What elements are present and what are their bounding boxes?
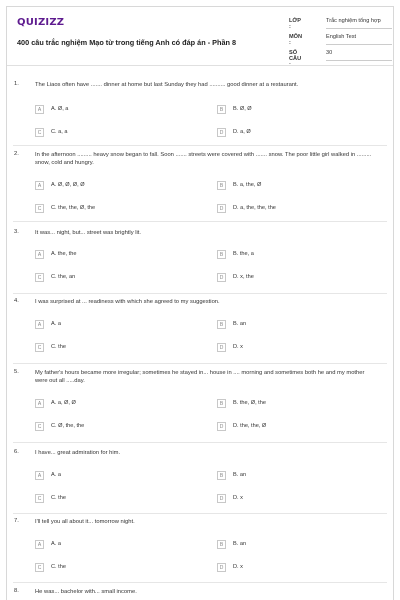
question-divider [13,293,387,294]
question-divider [13,513,387,514]
question-divider [13,582,387,583]
option-text: A. the, the [51,251,77,257]
question-text: I was surprised at ... readiness with which she agreed to my suggestion. [35,299,220,305]
option-b[interactable] [217,399,367,411]
option-text: C. the [51,344,66,350]
option-text: B. an [233,321,247,327]
meta-label: LỚP : [289,18,301,30]
question-number: 5. [14,369,19,375]
option-key: C [35,494,44,503]
question-text: I have... great admiration for him. [35,450,121,456]
question-number: 6. [14,449,19,455]
option-c[interactable] [35,128,185,140]
option-text: A. Ø, a [51,106,69,112]
quiz-page [6,6,394,600]
question-number: 8. [14,588,19,594]
option-key: B [217,181,226,190]
option-key: C [35,273,44,282]
meta-value: Trắc nghiệm tổng hợp [326,18,392,29]
option-text: B. an [233,472,247,478]
option-b[interactable] [217,250,367,262]
option-text: C. the, an [51,274,76,280]
option-text: D. the, the, Ø [233,423,267,429]
option-key: C [35,128,44,137]
question-divider [13,145,387,146]
option-key: A [35,250,44,259]
option-a[interactable] [35,320,185,332]
option-key: A [35,320,44,329]
option-key: C [35,204,44,213]
option-a[interactable] [35,181,185,193]
option-b[interactable] [217,181,367,193]
option-a[interactable] [35,540,185,552]
option-a[interactable] [35,399,185,411]
question-divider [13,442,387,443]
option-d[interactable] [217,128,367,140]
option-key: D [217,422,226,431]
option-text: A. a [51,541,61,547]
question-text: In the afternoon ......... heavy snow began to fall. Soon ....... streets were covered with ....... snow. The poor little girl walked in ......... snow, cold and hungry. [35,152,372,166]
page-title: 400 câu trắc nghiệm Mạo từ trong tiếng Anh có đáp án - Phần 8 [17,38,237,47]
option-key: D [217,204,226,213]
meta-label: MÔN : [289,34,303,46]
option-text: B. the, a [233,251,254,257]
option-text: B. a, the, Ø [233,182,262,188]
option-c[interactable] [35,343,185,355]
question-number: 1. [14,81,19,87]
option-key: A [35,105,44,114]
question-text: My father's hours became more irregular; sometimes he stayed in... house in .... morning and sometimes both he and my mother were out all .....day. [35,370,365,384]
option-b[interactable] [217,320,367,332]
option-key: D [217,494,226,503]
option-d[interactable] [217,422,367,434]
option-c[interactable] [35,494,185,506]
option-d[interactable] [217,563,367,575]
option-key: C [35,563,44,572]
question-divider [13,363,387,364]
option-key: C [35,343,44,352]
question-text: The Liaos often have ....... dinner at home but last Sunday they had .......... good dinner at a restaurant. [35,82,299,88]
option-b[interactable] [217,105,367,117]
header-divider [7,65,393,66]
option-text: C. Ø, the, the [51,423,85,429]
option-text: B. an [233,541,247,547]
option-text: C. a, a [51,129,68,135]
option-text: D. x [233,564,243,570]
question-text: He was... bachelor with... small income. [35,589,137,595]
option-text: C. the [51,564,66,570]
option-c[interactable] [35,204,185,216]
option-text: A. a [51,472,61,478]
option-key: A [35,181,44,190]
option-b[interactable] [217,540,367,552]
option-d[interactable] [217,343,367,355]
option-c[interactable] [35,563,185,575]
option-d[interactable] [217,204,367,216]
question-number: 4. [14,298,19,304]
option-key: A [35,471,44,480]
option-key: B [217,540,226,549]
option-text: C. the, the, Ø, the [51,205,96,211]
option-key: D [217,273,226,282]
option-a[interactable] [35,250,185,262]
option-c[interactable] [35,273,185,285]
option-key: B [217,399,226,408]
option-c[interactable] [35,422,185,434]
option-text: D. x, the [233,274,254,280]
option-text: A. Ø, Ø, Ø, Ø [51,182,85,188]
option-text: D. a, Ø [233,129,251,135]
question-text: I'll tell you all about it... tomorrow night. [35,519,135,525]
option-a[interactable] [35,471,185,483]
option-key: B [217,471,226,480]
meta-value: 30 [326,50,392,61]
meta-value: English Test [326,34,392,45]
option-text: A. a [51,321,61,327]
option-key: B [217,320,226,329]
option-key: D [217,343,226,352]
option-key: D [217,563,226,572]
option-key: C [35,422,44,431]
option-d[interactable] [217,273,367,285]
option-text: D. x [233,344,243,350]
question-text: It was... night, but... street was brightly lit. [35,230,141,236]
option-b[interactable] [217,471,367,483]
option-text: B. the, Ø, the [233,400,266,406]
option-a[interactable] [35,105,185,117]
option-key: A [35,399,44,408]
question-divider [13,221,387,222]
option-text: D. a, the, the, the [233,205,276,211]
option-text: A. a, Ø, Ø [51,400,76,406]
option-key: B [217,105,226,114]
meta-label: SỐ CÂU : [289,50,302,68]
option-text: D. x [233,495,243,501]
question-number: 7. [14,518,19,524]
quizizz-logo: QUIZIZZ [17,17,65,28]
option-text: B. Ø, Ø [233,106,252,112]
option-key: D [217,128,226,137]
option-d[interactable] [217,494,367,506]
option-key: A [35,540,44,549]
question-number: 3. [14,229,19,235]
question-number: 2. [14,151,19,157]
option-text: C. the [51,495,66,501]
option-key: B [217,250,226,259]
